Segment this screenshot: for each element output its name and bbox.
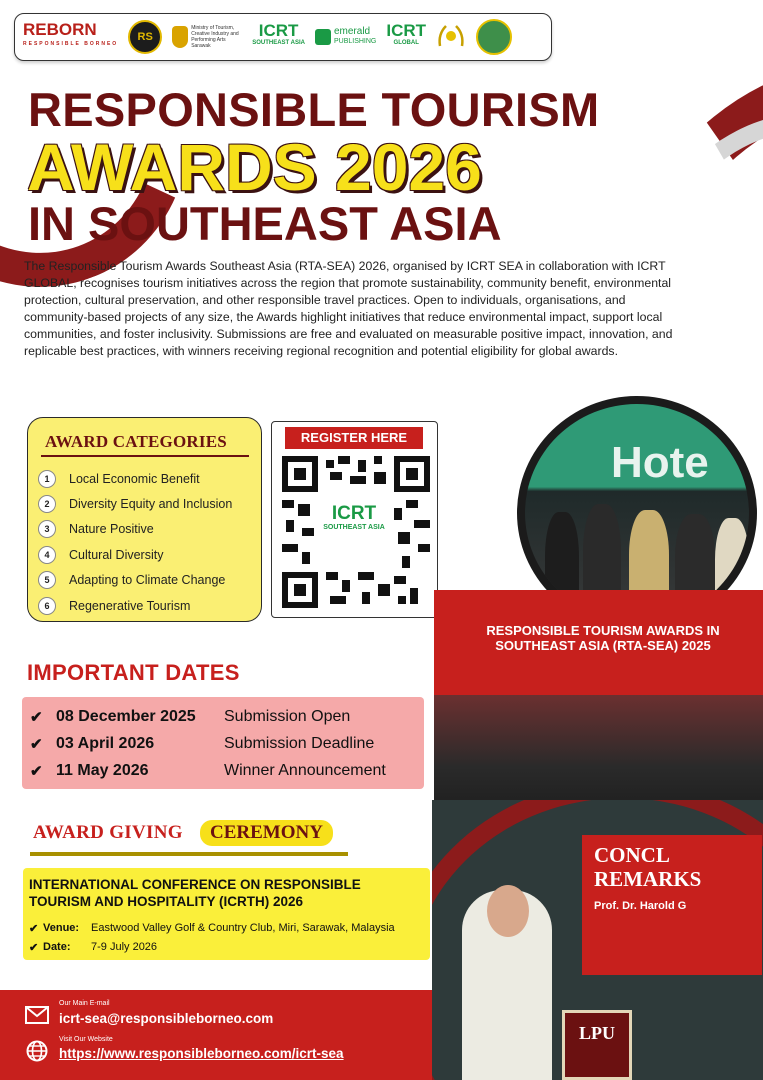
gold-wreath-logo: [436, 22, 466, 52]
event-banner-title: RESPONSIBLE TOURISM AWARDS IN SOUTHEAST ASIA (RTA-SEA) 2025: [486, 623, 720, 653]
number-badge: 3: [38, 520, 56, 538]
email-caption: Our Main E-mail: [59, 1000, 110, 1007]
speaker-photo: [432, 800, 763, 1080]
group-crowd: [434, 695, 763, 815]
check-icon: ✔: [29, 942, 39, 954]
emerald-publishing-logo: emerald PUBLISHING: [315, 27, 376, 47]
title-line-3: IN SOUTHEAST ASIA: [28, 197, 502, 250]
number-badge: 6: [38, 597, 56, 615]
number-badge: 1: [38, 470, 56, 488]
speaker-head: [487, 885, 529, 937]
category-label: Nature Positive: [69, 522, 154, 537]
contact-footer: [0, 990, 432, 1080]
reborn-logo: REBORN RESPONSIBLE BORNEO: [23, 20, 119, 47]
list-item: [38, 466, 232, 491]
register-qr-panel[interactable]: [271, 421, 438, 618]
date-label: Winner Announcement: [224, 762, 386, 779]
award-categories-title: AWARD CATEGORIES: [45, 432, 227, 451]
divider: [30, 852, 348, 856]
important-dates-title: IMPORTANT DATES: [27, 660, 240, 685]
website-caption: Visit Our Website: [59, 1036, 113, 1043]
sarawak-crest-icon: [172, 26, 188, 48]
check-icon: ✔: [30, 736, 43, 753]
award-giving-title: AWARD GIVING: [33, 822, 183, 843]
intro-paragraph: The Responsible Tourism Awards Southeast Asia (RTA-SEA) 2026, organised by ICRT SEA in collaboration with ICRT GLOBAL, recognises tourism initiatives across the region that promote sustainability, community benefit, environmental protection, cultural preservation, and other responsible travel practices. Open to individuals, organisations, and community-based projects of any size, the Awards highlight initiatives that reduce environmental impact, support local communities, and foster inclusivity. Submissions are free and evaluated on measurable positive impact, innovation, and replicable best practices, with winners receiving regional recognition and potential eligibility for global awards.: [24, 259, 673, 358]
list-item: [38, 542, 232, 567]
date-label: Submission Deadline: [224, 735, 375, 752]
list-item: [38, 568, 232, 593]
check-icon: ✔: [29, 923, 39, 935]
mail-icon: [25, 1006, 49, 1024]
round-emblem-logo: [476, 19, 512, 55]
venue-value: Eastwood Valley Golf & Country Club, Miri, Sarawak, Malaysia: [91, 922, 395, 934]
divider: [41, 455, 249, 457]
list-item: [38, 491, 232, 516]
presentation-screen: CONCL REMARKS Prof. Dr. Harold G: [582, 835, 762, 975]
check-icon: ✔: [30, 763, 43, 780]
number-badge: 2: [38, 495, 56, 513]
list-item: [38, 517, 232, 542]
date-label: Submission Open: [224, 708, 351, 725]
register-here-label[interactable]: REGISTER HERE: [285, 427, 423, 449]
list-item: [38, 593, 232, 618]
date-row: [30, 758, 386, 784]
ministry-logo: Ministry of Tourism, Creative Industry and Performing Arts Sarawak: [172, 25, 242, 49]
category-label: Diversity Equity and Inclusion: [69, 497, 233, 512]
title-line-1: RESPONSIBLE TOURISM: [28, 83, 600, 136]
category-label: Adapting to Climate Change: [69, 573, 226, 588]
photo-background-text: Hote: [611, 438, 709, 487]
date-value: 11 May 2026: [56, 762, 149, 779]
title-line-2: AWARDS 2026: [27, 130, 482, 204]
icrt-global-logo: ICRT GLOBAL: [386, 21, 427, 46]
category-label: Regenerative Tourism: [69, 598, 191, 613]
date-label: Date:: [43, 941, 71, 953]
award-categories-list: [38, 466, 232, 618]
group-photo: [434, 590, 763, 815]
check-icon: ✔: [30, 709, 43, 726]
icrt-sea-logo: ICRT SOUTHEAST ASIA: [252, 21, 305, 46]
date-value: 7-9 July 2026: [91, 941, 158, 953]
number-badge: 5: [38, 571, 56, 589]
lectern: LPU: [562, 1010, 632, 1080]
conference-panel: [23, 868, 430, 960]
category-label: Cultural Diversity: [69, 547, 164, 562]
venue-row: [29, 922, 395, 935]
number-badge: 4: [38, 546, 56, 564]
icrt-qr-logo: ICRT SOUTHEAST ASIA: [316, 504, 392, 544]
conference-title: INTERNATIONAL CONFERENCE ON RESPONSIBLE TOURISM AND HOSPITALITY (ICRTH) 2026: [29, 877, 361, 909]
date-value: 03 April 2026: [56, 735, 155, 752]
venue-label: Venue:: [43, 922, 80, 934]
website-link[interactable]: https://www.responsibleborneo.com/icrt-sea: [59, 1046, 344, 1061]
email-link[interactable]: icrt-sea@responsibleborneo.com: [59, 1011, 274, 1026]
date-row: [30, 704, 350, 730]
category-label: Local Economic Benefit: [69, 471, 200, 486]
globe-icon: [26, 1040, 48, 1062]
date-row: [29, 941, 157, 954]
ceremony-pill: CEREMONY: [200, 820, 333, 846]
award-categories-panel: [27, 417, 262, 622]
important-dates-panel: [22, 697, 424, 789]
rts-logo: RS: [128, 20, 162, 54]
emerald-mark-icon: [315, 29, 331, 45]
date-row: [30, 731, 374, 757]
partner-logo-bar: [14, 13, 552, 61]
date-value: 08 December 2025: [56, 708, 196, 725]
